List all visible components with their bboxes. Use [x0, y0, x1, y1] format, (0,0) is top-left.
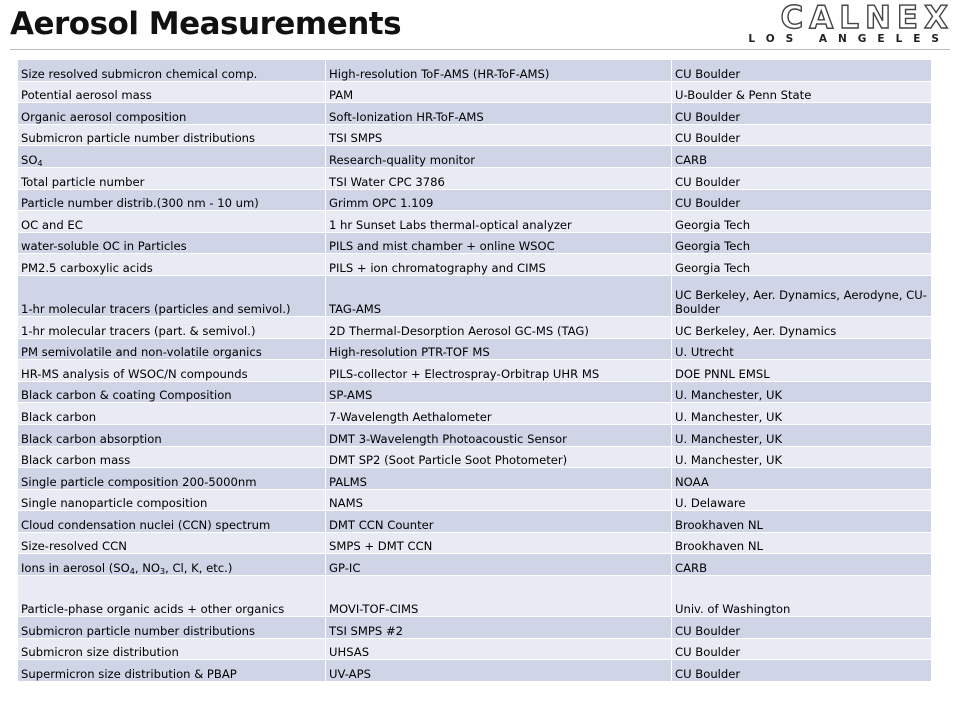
measurement-cell: PM2.5 carboxylic acids — [18, 254, 326, 276]
instrument-cell: High-resolution ToF-AMS (HR-ToF-AMS) — [326, 60, 672, 82]
group-cell: DOE PNNL EMSL — [672, 360, 932, 382]
instrument-cell: UV-APS — [326, 660, 672, 682]
group-cell: CU Boulder — [672, 103, 932, 125]
page-title: Aerosol Measurements — [10, 6, 402, 42]
group-cell: U. Utrecht — [672, 338, 932, 360]
measurement-cell: Single particle composition 200-5000nm — [18, 468, 326, 490]
group-cell: CU Boulder — [672, 189, 932, 211]
table-row — [18, 81, 932, 103]
group-cell: CU Boulder — [672, 60, 932, 82]
table-row — [18, 424, 932, 446]
group-cell: UC Berkeley, Aer. Dynamics, Aerodyne, CU-Boulder — [672, 275, 932, 316]
table-row — [18, 489, 932, 511]
group-cell: Georgia Tech — [672, 232, 932, 254]
measurement-cell: Particle-phase organic acids + other organics — [18, 576, 326, 617]
group-cell: NOAA — [672, 468, 932, 490]
instrument-cell: PILS-collector + Electrospray-Orbitrap UHR MS — [326, 360, 672, 382]
measurement-cell: Black carbon & coating Composition — [18, 381, 326, 403]
measurement-cell: PM semivolatile and non-volatile organics — [18, 338, 326, 360]
table-row — [18, 638, 932, 660]
instrument-cell: TAG-AMS — [326, 275, 672, 316]
measurement-cell: Black carbon — [18, 403, 326, 425]
measurement-cell: Black carbon mass — [18, 446, 326, 468]
table-row — [18, 381, 932, 403]
table-row — [18, 124, 932, 146]
table-row — [18, 167, 932, 189]
table-row — [18, 554, 932, 576]
measurement-cell: Size-resolved CCN — [18, 532, 326, 554]
group-cell: Brookhaven NL — [672, 511, 932, 533]
group-cell: U. Manchester, UK — [672, 403, 932, 425]
table-row — [18, 146, 932, 168]
group-cell: U. Manchester, UK — [672, 446, 932, 468]
instrument-cell: GP-IC — [326, 554, 672, 576]
table-row — [18, 532, 932, 554]
instrument-cell: PALMS — [326, 468, 672, 490]
instrument-cell: SP-AMS — [326, 381, 672, 403]
table-row — [18, 275, 932, 316]
group-cell: CARB — [672, 146, 932, 168]
measurement-cell: 1-hr molecular tracers (particles and semivol.) — [18, 275, 326, 316]
group-cell: CU Boulder — [672, 617, 932, 639]
instrument-cell: SMPS + DMT CCN — [326, 532, 672, 554]
measurement-cell: Single nanoparticle composition — [18, 489, 326, 511]
group-cell: Univ. of Washington — [672, 576, 932, 617]
table-row — [18, 360, 932, 382]
group-cell: U. Delaware — [672, 489, 932, 511]
instrument-cell: TSI SMPS #2 — [326, 617, 672, 639]
measurement-cell: Submicron particle number distributions — [18, 124, 326, 146]
measurement-cell: OC and EC — [18, 211, 326, 233]
measurement-cell: 1-hr molecular tracers (part. & semivol.) — [18, 316, 326, 338]
measurement-cell: Black carbon absorption — [18, 424, 326, 446]
table-row — [18, 316, 932, 338]
measurement-cell: Particle number distrib.(300 nm - 10 um) — [18, 189, 326, 211]
measurement-cell: Submicron size distribution — [18, 638, 326, 660]
table-row — [18, 617, 932, 639]
instrument-cell: UHSAS — [326, 638, 672, 660]
group-cell: CU Boulder — [672, 167, 932, 189]
instrument-cell: 7-Wavelength Aethalometer — [326, 403, 672, 425]
instrument-cell: High-resolution PTR-TOF MS — [326, 338, 672, 360]
measurement-cell: Submicron particle number distributions — [18, 617, 326, 639]
table-row — [18, 468, 932, 490]
group-cell: Georgia Tech — [672, 211, 932, 233]
measurement-cell: $SO_4$ — [18, 146, 326, 168]
instrument-cell: DMT 3-Wavelength Photoacoustic Sensor — [326, 424, 672, 446]
table-row — [18, 60, 932, 82]
instrument-cell: TSI Water CPC 3786 — [326, 167, 672, 189]
instrument-cell: 1 hr Sunset Labs thermal-optical analyzer — [326, 211, 672, 233]
group-cell: U-Boulder & Penn State — [672, 81, 932, 103]
instrument-cell: DMT CCN Counter — [326, 511, 672, 533]
instrument-cell: PILS and mist chamber + online WSOC — [326, 232, 672, 254]
instrument-cell: PAM — [326, 81, 672, 103]
measurement-cell: Cloud condensation nuclei (CCN) spectrum — [18, 511, 326, 533]
measurements-table-body — [18, 60, 932, 682]
table-row — [18, 446, 932, 468]
table-row — [18, 660, 932, 682]
group-cell: Brookhaven NL — [672, 532, 932, 554]
measurement-cell: Supermicron size distribution & PBAP — [18, 660, 326, 682]
group-cell: UC Berkeley, Aer. Dynamics — [672, 316, 932, 338]
group-cell: CU Boulder — [672, 124, 932, 146]
instrument-cell: Research-quality monitor — [326, 146, 672, 168]
table-row — [18, 403, 932, 425]
table-row — [18, 254, 932, 276]
instrument-cell: Soft-Ionization HR-ToF-AMS — [326, 103, 672, 125]
measurement-cell: Potential aerosol mass — [18, 81, 326, 103]
instrument-cell: MOVI-TOF-CIMS — [326, 576, 672, 617]
group-cell: U. Manchester, UK — [672, 381, 932, 403]
group-cell: CARB — [672, 554, 932, 576]
instrument-cell: Grimm OPC 1.109 — [326, 189, 672, 211]
measurement-cell: HR-MS analysis of WSOC/N compounds — [18, 360, 326, 382]
calnex-logo — [748, 0, 954, 50]
measurement-cell: Ions in aerosol ($SO_4$, $NO_3$, Cl, K, etc.) — [18, 554, 326, 576]
group-cell: U. Manchester, UK — [672, 424, 932, 446]
measurement-cell: Size resolved submicron chemical comp. — [18, 60, 326, 82]
table-row — [18, 511, 932, 533]
table-row — [18, 338, 932, 360]
instrument-cell: 2D Thermal-Desorption Aerosol GC-MS (TAG) — [326, 316, 672, 338]
group-cell: Georgia Tech — [672, 254, 932, 276]
table-row — [18, 189, 932, 211]
table-row — [18, 576, 932, 617]
instrument-cell: TSI SMPS — [326, 124, 672, 146]
logo-subtitle: LOS ANGELES — [748, 33, 950, 45]
measurements-table — [17, 59, 932, 682]
group-cell: CU Boulder — [672, 660, 932, 682]
measurement-cell: Total particle number — [18, 167, 326, 189]
instrument-cell: NAMS — [326, 489, 672, 511]
table-row — [18, 232, 932, 254]
measurement-cell: Organic aerosol composition — [18, 103, 326, 125]
table-row — [18, 211, 932, 233]
instrument-cell: PILS + ion chromatography and CIMS — [326, 254, 672, 276]
group-cell: CU Boulder — [672, 638, 932, 660]
table-row — [18, 103, 932, 125]
measurement-cell: water-soluble OC in Particles — [18, 232, 326, 254]
instrument-cell: DMT SP2 (Soot Particle Soot Photometer) — [326, 446, 672, 468]
logo-wordmark: CALNEX — [780, 0, 954, 36]
